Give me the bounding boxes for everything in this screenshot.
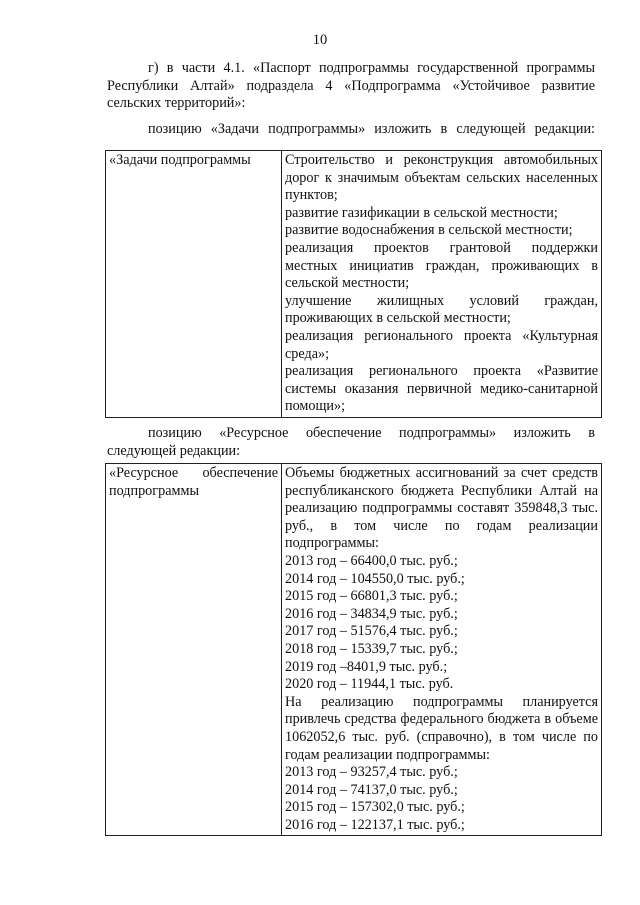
tasks-label-cell bbox=[106, 151, 282, 418]
list-item: реализация проектов грантовой поддержки местных инициатив граждан, проживающих в сельской местности; bbox=[285, 239, 598, 292]
list-item: реализация регионального проекта «Развитие системы оказания первичной медико-санитарной помощи»; bbox=[285, 363, 598, 415]
list-item: реализация регионального проекта «Культурная среда»; bbox=[285, 327, 598, 362]
list-item: улучшение жилищных условий граждан, проживающих в сельской местности; bbox=[285, 292, 598, 327]
list-item: 2019 год –8401,9 тыс. руб.; bbox=[285, 658, 448, 675]
tasks-label: «Задачи подпрограммы bbox=[109, 152, 251, 168]
table-row bbox=[106, 151, 602, 418]
table-row bbox=[106, 464, 602, 836]
resources-table bbox=[105, 463, 602, 836]
list-item: 2017 год – 51576,4 тыс. руб.; bbox=[285, 623, 458, 640]
regional-funding-intro: Объемы бюджетных ассигнований за счет средств республиканского бюджета Республики Алтай на реализацию подпрограммы составят 359848,3 тыс. руб., в том числе по годам реализации подпрограммы: bbox=[285, 465, 598, 552]
resources-label-cell bbox=[106, 464, 282, 836]
list-item: 2014 год – 104550,0 тыс. руб.; bbox=[285, 570, 465, 587]
list-item: Строительство и реконструкция автомобильных дорог к значимым объектам сельских населенных пунктов; bbox=[285, 152, 598, 204]
list-item: 2016 год – 34834,9 тыс. руб.; bbox=[285, 605, 458, 622]
page-number: 10 bbox=[312, 32, 328, 48]
tasks-table bbox=[105, 150, 602, 418]
list-item: 2015 год – 66801,3 тыс. руб.; bbox=[285, 588, 458, 605]
resources-label: «Ресурсное обеспечение подпрограммы bbox=[109, 465, 278, 499]
list-item: развитие водоснабжения в сельской местности; bbox=[285, 222, 573, 239]
tasks-value-cell bbox=[282, 151, 602, 418]
list-item: 2014 год – 74137,0 тыс. руб.; bbox=[285, 781, 458, 798]
list-item: развитие газификации в сельской местности; bbox=[285, 204, 558, 221]
list-item: 2018 год – 15339,7 тыс. руб.; bbox=[285, 640, 458, 657]
list-item: 2013 год – 93257,4 тыс. руб.; bbox=[285, 764, 458, 781]
list-item: 2015 год – 157302,0 тыс. руб.; bbox=[285, 799, 465, 816]
list-item: 2020 год – 11944,1 тыс. руб. bbox=[285, 676, 454, 693]
federal-funding-intro: На реализацию подпрограммы планируется привлечь средства федерального бюджета в объеме 1062052,6 тыс. руб. (справочно), в том числе по годам реализации подпрограммы: bbox=[285, 693, 598, 763]
list-item: 2016 год – 122137,1 тыс. руб.; bbox=[285, 816, 465, 833]
list-item: 2013 год – 66400,0 тыс. руб.; bbox=[285, 552, 458, 569]
resources-instruction: позицию «Ресурсное обеспечение подпрограммы» изложить в следующей редакции: bbox=[107, 425, 595, 459]
tasks-instruction: позицию «Задачи подпрограммы» изложить в следующей редакции: bbox=[148, 121, 595, 137]
resources-value-cell bbox=[282, 464, 602, 836]
intro-paragraph: г) в части 4.1. «Паспорт подпрограммы государственной программы Республики Алтай» подраздела 4 «Подпрограмма «Устойчивое развитие сельских территорий»: bbox=[107, 60, 595, 112]
